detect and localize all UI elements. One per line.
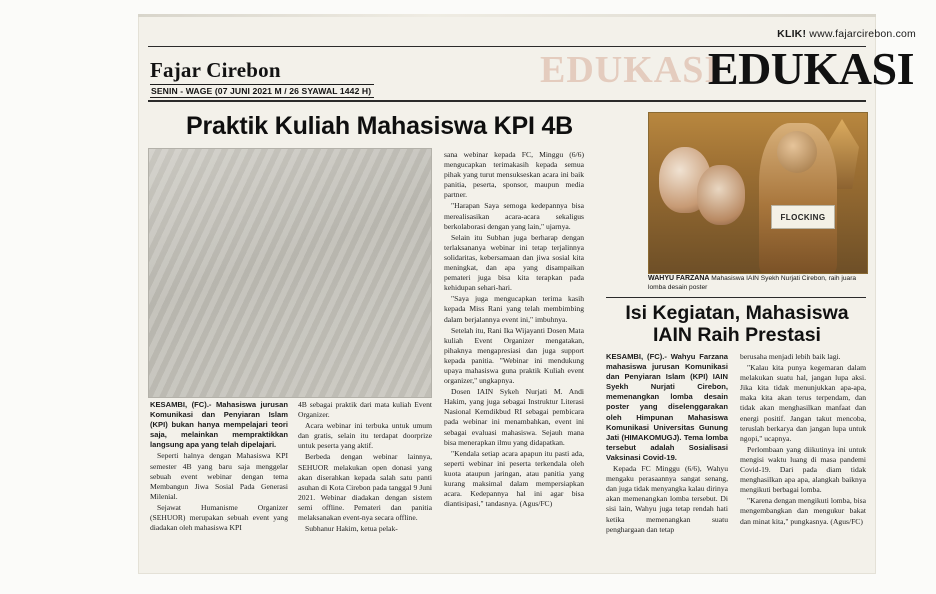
subheadline-divider xyxy=(606,297,866,298)
page-title: Praktik Kuliah Mahasiswa KPI 4B xyxy=(186,112,574,140)
paper-name: Fajar Cirebon xyxy=(150,58,281,82)
paragraph: Perlombaan yang diikutinya ini untuk mengisi waktu luang di masa pandemi Covid-19. Dari pada diam tidak menghasilkan apa apa, alangkah baiknya mengikuti berbagai lomba. xyxy=(740,444,866,495)
paragraph: Seperti halnya dengan Mahasiswa KPI semester 4B yang baru saja menggelar sebuah event webinar dengan tema Membangun Jiwa Sosial Pada Generasi Milenial. xyxy=(150,451,288,501)
dateline-1: KESAMBI, (FC).- Mahasiswa jurusan Komunikasi dan Penyiaran Islam (KPI) bukan hanya mempelajari teori saja, melainkan mempraktikkan langsung apa yang telah dipelajari. xyxy=(150,400,288,450)
paragraph: "Harapan Saya semoga kedepannya bisa merealisasikan acara-acara sekaligus berkolaborasi dengan yang lain," ujarnya. xyxy=(444,201,584,231)
photo-caption xyxy=(648,274,864,293)
paragraph: Acara webinar ini terbuka untuk umum dan gratis, selain itu terdapat doorprize untuk peserta yang aktif. xyxy=(298,421,432,451)
paragraph: Setelah itu, Rani Ika Wijayanti Dosen Mata kuliah Event Organizer mengatakan, pihaknya mengapresiasi dan juga support kepada panitia. "Webinar ini mendukung upaya mahasiswa guna praktik Kuliah event organizer," ungkapnya. xyxy=(444,325,584,386)
paragraph: Dosen IAIN Sykeh Nurjati M. Andi Hakim, yang juga sebagai Instruktur Literasi Nasional Kemdikbud RI sebagai pembicara pada webinar ini menambahkan, event ini sebagai evaluasi mahasiswa. Sejauh mana bisa menerapkan ilmu yang didapatkan. xyxy=(444,387,584,447)
paragraph: Selain itu Subhan juga berharap dengan terlaksananya webinar ini tetap terjalinnya solidaritas, kebersamaan dan jiwa sosial kita meningkat, dan apa yang disampaikan pemateri juga bisa kita terapkan pada kehidupan sehari-hari. xyxy=(444,232,584,293)
ghost-watermark: EDUKASI xyxy=(540,49,721,91)
mask-figure-b xyxy=(697,165,745,225)
secondary-headline: Isi Kegiatan, Mahasiswa IAIN Raih Prestasi xyxy=(625,302,849,346)
article-photo-right xyxy=(648,112,868,274)
paragraph: "Karena dengan mengikuti lomba, bisa mengembangkan dan mengukur bakat dan minat kita," pungkasnya. (Agus/FC) xyxy=(740,496,866,526)
paragraph: "Kendala setiap acara apapun itu pasti ada, seperti webinar ini peserta terkendala oleh kuota ataupun jaringan, atau panitia yang kurang maksimal dalam mempersiapkan acara. Kedepannya hal ini agar bisa diantisipasi," tandasnya. (Agus/FC) xyxy=(444,448,584,509)
klik-label: KLIK! xyxy=(777,28,807,40)
paragraph: berusaha menjadi lebih baik lagi. xyxy=(740,352,841,361)
photo-caption-name: WAHYU FARZANA xyxy=(648,275,710,282)
edition-date: SENIN - WAGE (07 JUNI 2021 M / 26 SYAWAL 1442 H) xyxy=(150,84,374,98)
body-column-5 xyxy=(740,352,866,528)
paragraph: Sejawat Humanisme Organizer (SEHUOR) merupakan sebuah event yang diadakan oleh mahasiswa KPI xyxy=(150,502,288,533)
body-column-4 xyxy=(606,352,728,536)
paragraph: "Kalau kita punya kegemaran dalam melakukan suatu hal, jangan lupa aksi. Jika kita tidak menunjukkan apa-apa, maka kita akan terus terpendam, dan tidak akan menghasilkan manfaat dan energi positif. Jangan takut mencoba, teruslah berkarya dan jangan lupa untuk ngopi," ucapnya. xyxy=(740,363,866,443)
body-column-1 xyxy=(150,400,288,534)
paragraph: sana webinar kepada FC, Minggu (6/6) mengucapkan terimakasih kepada semua pihak yang turut mensukseskan acara ini baik panitia, peserta, sponsor, maupun media partner. xyxy=(444,150,584,200)
website-link[interactable] xyxy=(777,28,916,40)
photo-caption-text: Mahasiswa IAIN Syekh Nurjati Cirebon, raih juara lomba desain poster xyxy=(648,275,857,291)
paragraph: "Saya juga mengucapkan terima kasih kepada Miss Rani yang telah membimbing dalam berjalannya event ini," imbuhnya. xyxy=(444,294,584,324)
clipping-top-edge xyxy=(138,14,876,17)
masthead-divider-bottom xyxy=(148,100,866,102)
article-photo-left xyxy=(148,148,432,398)
website-url: www.fajarcirebon.com xyxy=(809,28,916,40)
paragraph: 4B sebagai praktik dari mata kuliah Event Organizer. xyxy=(298,400,432,420)
section-title: EDUKASI xyxy=(707,43,914,94)
dateline-2: KESAMBI, (FC).- Wahyu Farzana mahasiswa jurusan Komunikasi dan Penyiaran Islam (KPI) IAIN Syekh Nurjati Cirebon, memenangkan lomba desain poster yang diselenggarakan oleh Himpunan Mahasiswa Komunikasi Universitas Gunung Jati (HIMAKOMUGJ). Tema lomba tersebut adalah Sosialisasi Vaksinasi Covid-19. xyxy=(606,352,728,462)
paragraph: Berbeda dengan webinar lainnya, SEHUOR melakukan open donasi yang akan diserahkan kepada salah satu panti asuhan di Kota Cirebon pada tanggal 9 Juni 2021. Webinar diadakan dengan sistem semi offline. Pemateri dan panitia melaksanakan event-nya secara offline. xyxy=(298,452,432,523)
child-head xyxy=(777,131,817,173)
placard-label: FLOCKING xyxy=(771,205,835,229)
body-column-3 xyxy=(444,150,584,510)
paragraph: Subhanur Hakim, ketua pelak- xyxy=(305,524,398,534)
paragraph: Kepada FC Minggu (6/6), Wahyu mengaku perasaannya sangat senang, dan juga tidak menyangka kalau dirinya akan memenangkan lomba tersebut. Di sisi lain, Wahyu juga tetap rendah hati ketika memenangkan suatu penghargaan dan tetap xyxy=(606,464,728,534)
body-column-2 xyxy=(298,400,432,535)
